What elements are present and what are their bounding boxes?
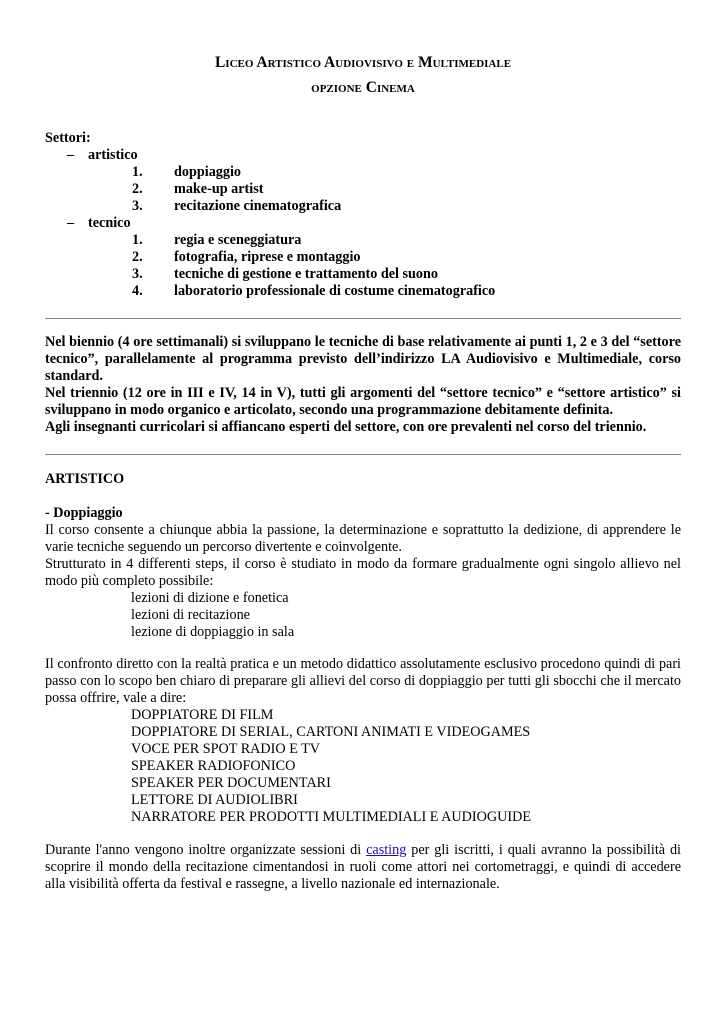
- sector-label: tecnico: [88, 215, 131, 231]
- section-heading-artistico: ARTISTICO: [45, 471, 125, 487]
- outlet-item: SPEAKER PER DOCUMENTARI: [131, 775, 331, 791]
- list-item: [45, 232, 681, 249]
- sector-label: artistico: [88, 147, 138, 163]
- item-text: regia e sceneggiatura: [174, 232, 302, 248]
- paragraph: Strutturato in 4 differenti steps, il corso è studiato in modo da formare gradualmente ogni singolo allievo nel modo più completo possibile:: [45, 556, 681, 589]
- sector-group-artistico: [45, 147, 681, 164]
- item-text: laboratorio professionale di costume cinematografico: [174, 283, 496, 299]
- dash-bullet: –: [67, 147, 75, 163]
- list-item: [45, 181, 681, 198]
- subsection-heading-doppiaggio: - Doppiaggio: [45, 505, 123, 521]
- document-title: Liceo Artistico Audiovisivo e Multimediale: [214, 54, 512, 71]
- lesson-item: lezione di doppiaggio in sala: [131, 624, 295, 640]
- lesson-item: lezioni di dizione e fonetica: [131, 590, 289, 606]
- casting-link[interactable]: casting: [366, 842, 407, 858]
- paragraph: Il corso consente a chiunque abbia la passione, la determinazione e soprattutto la dedizione, di apprendere le varie tecniche seguendo un percorso divertente e coinvolgente.: [45, 522, 681, 555]
- casting-paragraph: [45, 842, 681, 893]
- intro-paragraph-triennio: Nel triennio (12 ore in III e IV, 14 in V), tutti gli argomenti del “settore tecnico” e “settore artistico” si sviluppano in modo organico e articolato, secondo una programmazione debitamente definita.: [45, 385, 681, 418]
- list-item: [45, 283, 681, 300]
- list-item: [45, 198, 681, 215]
- item-number: 1.: [132, 164, 143, 180]
- item-text: fotografia, riprese e montaggio: [174, 249, 361, 265]
- dash-bullet: –: [67, 215, 75, 231]
- item-number: 2.: [132, 249, 143, 265]
- item-number: 3.: [132, 198, 143, 214]
- item-number: 4.: [132, 283, 143, 299]
- outlet-item: DOPPIATORE DI FILM: [131, 707, 274, 723]
- list-item: [45, 249, 681, 266]
- paragraph: [45, 842, 681, 893]
- outlet-item: VOCE PER SPOT RADIO E TV: [131, 741, 321, 757]
- item-number: 1.: [132, 232, 143, 248]
- outlet-item: SPEAKER RADIOFONICO: [131, 758, 296, 774]
- paragraph: Il confronto diretto con la realtà pratica e un metodo didattico assolutamente esclusivo procedono quindi di pari passo con lo scopo ben chiaro di preparare gli allievi del corso di doppiaggio per tutti gli sbocchi che il mercato possa offrire, vale a dire:: [45, 656, 681, 706]
- item-text: recitazione cinematografica: [174, 198, 342, 214]
- item-number: 2.: [132, 181, 143, 197]
- sector-group-tecnico: [45, 215, 681, 232]
- outlet-item: NARRATORE PER PRODOTTI MULTIMEDIALI E AUDIOGUIDE: [131, 809, 531, 825]
- list-item: [45, 164, 681, 181]
- text-span: per gli iscritti, i quali avranno la possibilità di scoprire il mondo della recitazione cimentandosi in ruoli come attori nei cortometraggi, e quindi di accedere alla visibilità offerta da festival e rassegne, a livello nazionale ed internazionale.: [45, 842, 682, 892]
- lesson-item: lezioni di recitazione: [131, 607, 250, 623]
- document-subtitle: opzione Cinema: [311, 79, 415, 96]
- outlets-body: [45, 656, 681, 826]
- item-number: 3.: [132, 266, 143, 282]
- item-text: tecniche di gestione e trattamento del suono: [174, 266, 439, 282]
- outlet-item: LETTORE DI AUDIOLIBRI: [131, 792, 298, 808]
- list-item: [45, 266, 681, 283]
- item-text: make-up artist: [174, 181, 264, 197]
- divider: [45, 318, 681, 319]
- intro-paragraph-biennio: Nel biennio (4 ore settimanali) si sviluppano le tecniche di base relativamente ai punti 1, 2 e 3 del “settore tecnico”, parallelamente al programma previsto dell’indirizzo LA Audiovisivo e Multimediale, corso standard.: [45, 334, 681, 384]
- divider: [45, 454, 681, 455]
- outlet-item: DOPPIATORE DI SERIAL, CARTONI ANIMATI E VIDEOGAMES: [131, 724, 531, 740]
- intro-block: [45, 334, 681, 436]
- sectors-heading: Settori:: [45, 130, 91, 146]
- item-text: doppiaggio: [174, 164, 242, 180]
- doppiaggio-body: [45, 522, 681, 641]
- text-span: Durante l'anno vengono inoltre organizzate sessioni di: [45, 842, 367, 858]
- sectors-list: [45, 130, 681, 300]
- intro-paragraph-esperti: Agli insegnanti curricolari si affiancano esperti del settore, con ore prevalenti nel corso del triennio.: [45, 419, 647, 435]
